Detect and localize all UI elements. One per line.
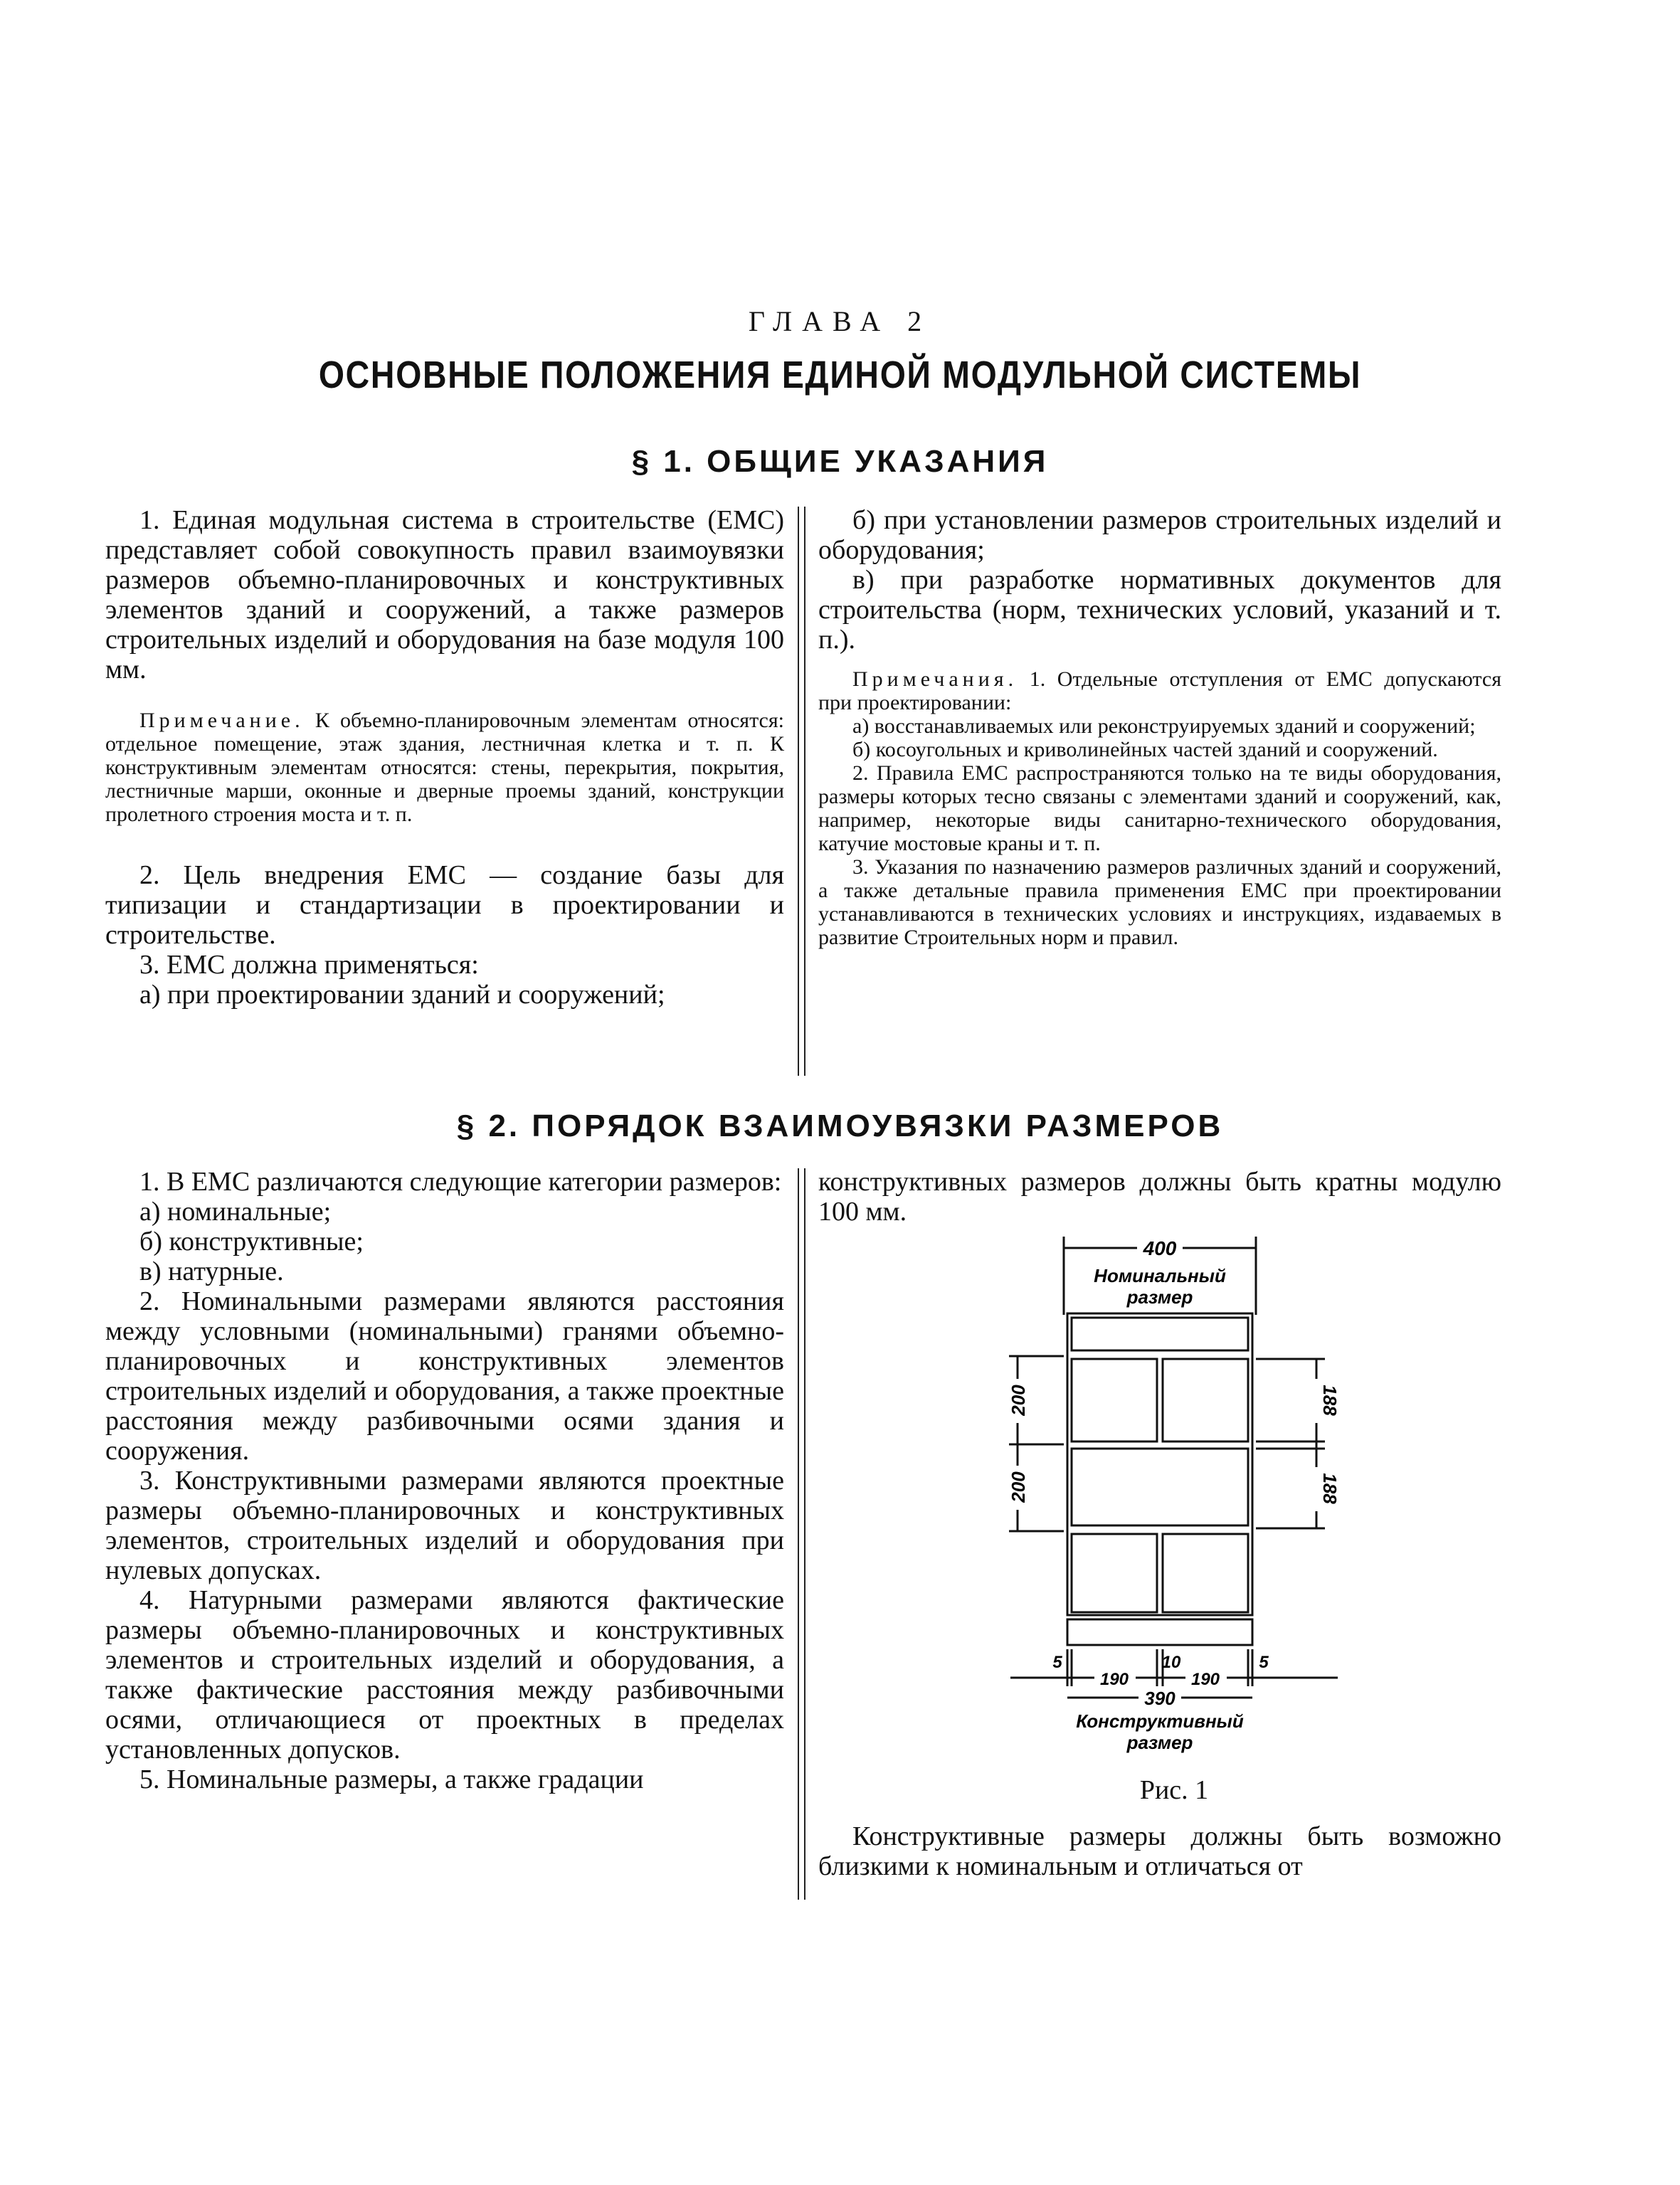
dimension-label: 10 <box>1161 1653 1181 1672</box>
list-item: б) конструктивные; <box>139 1227 364 1256</box>
column-divider <box>798 1168 799 1900</box>
chapter-title: ОСНОВНЫЕ ПОЛОЖЕНИЯ ЕДИНОЙ МОДУЛЬНОЙ СИСТЕМЫ <box>318 354 1362 396</box>
block-rib <box>1072 1318 1248 1350</box>
dimension-label: 400 <box>1143 1237 1177 1259</box>
figure-bottom-labels <box>996 1688 1352 1773</box>
notes-block <box>818 667 1501 949</box>
note <box>818 667 1501 714</box>
paragraph: 2. Цель внедрения ЕМС — создание базы для типизации и стандартизации в проектировании и строительстве. <box>105 860 784 950</box>
list-item: а) при проектировании зданий и сооружений; <box>139 980 665 1010</box>
paragraph: 5. Номинальные размеры, а также градации <box>139 1765 644 1794</box>
dimension-label: Номинальный <box>1094 1265 1226 1286</box>
block-cell <box>1072 1359 1157 1441</box>
dimension-label: 5 <box>1259 1653 1269 1672</box>
section-1-left-column <box>105 505 784 1010</box>
section-1-right-column <box>818 505 1501 949</box>
paragraph: 2. Номинальными размерами являются расстояния между условными (номинальными) гранями объемно-планировочных и конструктивных элементов строительных изделий и оборудования, а также проектные расстояния между разбивочными осями здания и сооружения. <box>105 1286 784 1466</box>
list-item: в) при разработке нормативных документов для строительства (норм, технических условий, указаний и т. п.). <box>818 565 1501 655</box>
dimension-label: 190 <box>1099 1670 1129 1689</box>
paragraph: 4. Натурными размерами являются фактические размеры объемно-планировочных и конструктивных элементов и строительных изделий и оборудования, а также фактические расстояния между разбивочными осями, отличающиеся от проектных в пределах установленных допусков. <box>105 1585 784 1765</box>
list-item: а) номинальные; <box>139 1197 332 1227</box>
dimension-label: 190 <box>1190 1670 1220 1689</box>
column-divider <box>804 1168 805 1900</box>
dimension-label: 390 <box>1144 1688 1176 1709</box>
dimension-label: 200 <box>1008 1471 1029 1503</box>
figure-module-diagram <box>996 1229 1352 1713</box>
dimension-label: размер <box>1126 1286 1193 1308</box>
total-dimension-svg <box>996 1688 1352 1773</box>
block-cell <box>1072 1449 1248 1525</box>
note <box>105 709 784 826</box>
block-rib <box>1067 1619 1252 1645</box>
note-label: Примечание. <box>139 709 305 732</box>
block-cell <box>1163 1534 1248 1612</box>
section-2-right-column-continued <box>818 1821 1501 1881</box>
block-cell <box>1163 1359 1248 1441</box>
paragraph: Конструктивные размеры должны быть возможно близкими к номинальным и отличаться от <box>818 1821 1501 1881</box>
dimension-label: размер <box>1126 1732 1193 1753</box>
notes-label: Примечания. <box>852 667 1018 691</box>
section-2-heading: § 2. ПОРЯДОК ВЗАИМОУВЯЗКИ РАЗМЕРОВ <box>456 1109 1224 1143</box>
paragraph: конструктивных размеров должны быть кратны модулю 100 мм. <box>818 1167 1501 1227</box>
section-2-right-column <box>818 1167 1501 1227</box>
section-1-heading: § 1. ОБЩИЕ УКАЗАНИЯ <box>631 444 1049 479</box>
note: б) косоугольных и криволинейных частей зданий и сооружений. <box>852 738 1438 761</box>
chapter-label: ГЛАВА 2 <box>748 305 932 337</box>
module-diagram-svg <box>996 1229 1352 1713</box>
note: 3. Указания по назначению размеров различных зданий и сооружений, а также детальные правила применения ЕМС при проектировании устанавливаются в технических условиях и инструкциях, издаваемых в развитие Строительных норм и правил. <box>818 855 1501 949</box>
column-divider <box>804 507 805 1076</box>
list-item: б) при установлении размеров строительных изделий и оборудования; <box>818 505 1501 565</box>
paragraph: 3. ЕМС должна применяться: <box>139 950 479 980</box>
note: а) восстанавливаемых или реконструируемых зданий и сооружений; <box>852 714 1476 738</box>
note-text: 1. Отдельные отступления от ЕМС допускаются при проектировании: <box>818 667 1502 714</box>
note-text: К объемно-планировочным элементам относятся: отдельное помещение, этаж здания, лестничная клетка и т. п. К конструктивным элементам относятся: стены, перекрытия, покрытия, лестничные марши, оконные и дверные проемы зданий, конструкции пролетного строения моста и т. п. <box>105 709 785 826</box>
dimension-label: 188 <box>1319 1473 1341 1504</box>
dimension-label: Конструктивный <box>1076 1710 1244 1732</box>
figure-caption: Рис. 1 <box>1139 1775 1209 1805</box>
block-cell <box>1072 1534 1157 1612</box>
dimension-label: 200 <box>1008 1385 1029 1416</box>
paragraph: 1. В ЕМС различаются следующие категории размеров: <box>139 1167 782 1197</box>
paragraph: 1. Единая модульная система в строительстве (ЕМС) представляет собой совокупность правил взаимоувязки размеров объемно-планировочных и конструктивных элементов зданий и сооружений, а также размеров строительных изделий и оборудования на базе модуля 100 мм. <box>105 505 784 684</box>
dimension-label: 5 <box>1052 1653 1062 1672</box>
column-divider <box>798 507 799 1076</box>
section-2-left-column <box>105 1167 784 1794</box>
note: 2. Правила ЕМС распространяются только на те виды оборудования, размеры которых тесно связаны с элементами зданий и сооружений, как, например, некоторые виды санитарно-технического оборудования, катучие мостовые краны и т. п. <box>818 761 1501 855</box>
paragraph: 3. Конструктивными размерами являются проектные размеры объемно-планировочных и конструктивных элементов, строительных изделий и оборудования при нулевых допусках. <box>105 1466 784 1585</box>
list-item: в) натурные. <box>139 1256 284 1286</box>
dimension-label: 188 <box>1319 1385 1341 1416</box>
